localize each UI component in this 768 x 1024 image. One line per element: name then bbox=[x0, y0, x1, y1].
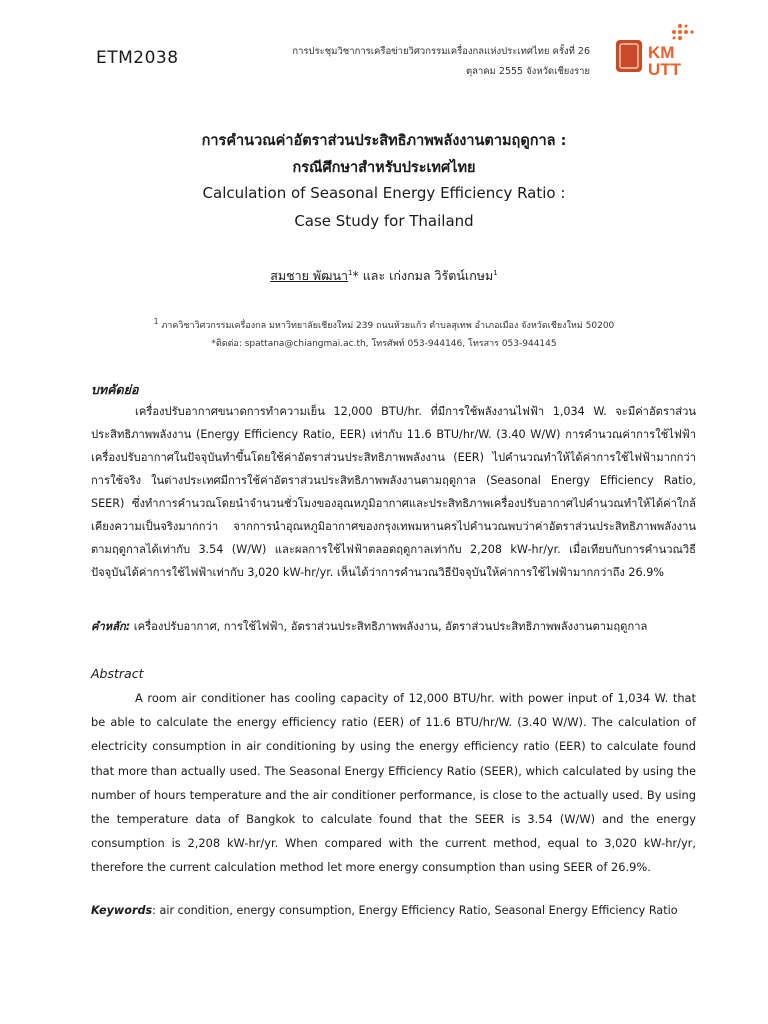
keywords-english bbox=[91, 904, 711, 917]
keywords-thai-text: เครื่องปรับอากาศ, การใช้ไฟฟ้า, อัตราส่วนประสิทธิภาพพลังงาน, อัตราส่วนประสิทธิภาพพลังงานตามฤดูกาล bbox=[130, 620, 648, 633]
keywords-thai-label: คำหลัก: bbox=[91, 620, 131, 633]
svg-text:KM: KM bbox=[648, 43, 675, 62]
abstract-thai-body bbox=[91, 400, 696, 584]
abstract-thai-heading: บทคัดย่อ bbox=[91, 382, 139, 397]
affiliation-text: ภาควิชาวิศวกรรมเครื่องกล มหาวิทยาลัยเชียงใหม่ 239 ถนนห้วยแก้ว ตำบลสุเทพ อำเภอเมือง จังหวัดเชียงใหม่ 50200 bbox=[158, 321, 615, 331]
abstract-thai-text: เครื่องปรับอากาศขนาดการทำความเย็น 12,000 BTU/hr. ที่มีการใช้พลังงานไฟฟ้า 1,034 W. จะมีค่าอัตราส่วนประสิทธิภาพพลังงาน (Energy Efficiency Ratio, EER) เท่ากับ 11.6 BTU/hr/W. (3.40 W/W) การคำนวณค่าการใช้ไฟฟ้าเครื่องปรับอากาศในปัจจุบันทำขึ้นโดยใช้ค่าอัตราส่วนประสิทธิภาพพลังงาน (EER) ไปคำนวณทำให้ได้ค่าการใช้ไฟฟ้ามากกว่าการใช้จริง ในต่างประเทศมีการใช้ค่าอัตราส่วนประสิทธิภาพพลังงานตามฤดูกาล (Seasonal Energy Efficiency Ratio, SEER) ซึ่งทำการคำนวณโดยนำจำนวนชั่วโมงของอุณหภูมิอากาศและประสิทธิภาพเครื่องปรับอากาศไปคำนวณทำให้ได้ค่าใกล้เคียงความเป็นจริงมากกว่า จากการนำอุณหภูมิอากาศของกรุงเทพมหานครไปคำนวณพบว่าค่าอัตราส่วนประสิทธิภาพพลังงานตามฤดูกาลได้เท่ากับ 3.54 (W/W) และผลการใช้ไฟฟ้าตลอดฤดูกาลเท่ากับ 2,208 kW-hr/yr. เมื่อเทียบกับการคำนวณวิธีปัจจุบันได้ค่าการใช้ไฟฟ้าเท่ากับ 3,020 kW-hr/yr. เห็นได้ว่าการคำนวณวิธีปัจจุบันให้ค่าการใช้ไฟฟ้ามากกว่าถึง 26.9% bbox=[91, 405, 696, 579]
author-1: สมชาย พัฒนา bbox=[270, 268, 349, 283]
contact-info: *ติดต่อ: spattana@chiangmai.ac.th, โทรศัพท์ 053-944146, โทรสาร 053-944145 bbox=[211, 339, 557, 349]
conference-info-line1: การประชุมวิชาการเครือข่ายวิศวกรรมเครื่องกลแห่งประเทศไทย ครั้งที่ 26 bbox=[292, 46, 590, 57]
abstract-english-heading: Abstract bbox=[91, 666, 144, 681]
keywords-thai bbox=[91, 617, 711, 635]
svg-text:UTT: UTT bbox=[648, 60, 682, 79]
abstract-english-body bbox=[91, 686, 696, 880]
author-2: เก่งกมล วิรัตน์เกษม bbox=[389, 268, 494, 283]
author-conjunction: และ bbox=[358, 268, 390, 283]
author-1-affil-mark: 1 bbox=[348, 268, 353, 277]
title-thai-line2: กรณีศึกษาสำหรับประเทศไทย bbox=[292, 160, 476, 176]
title-thai-line1: การคำนวณค่าอัตราส่วนประสิทธิภาพพลังงานตามฤดูกาล : bbox=[201, 133, 567, 149]
university-logo bbox=[610, 22, 706, 80]
title-english-line2: Case Study for Thailand bbox=[294, 212, 474, 230]
paper-code: ETM2038 bbox=[96, 48, 179, 68]
keywords-english-label: Keywords bbox=[91, 904, 153, 917]
keywords-english-text: : air condition, energy consumption, Energy Efficiency Ratio, Seasonal Energy Efficiency Ratio bbox=[152, 904, 678, 917]
title-english-line1: Calculation of Seasonal Energy Efficiency Ratio : bbox=[202, 184, 566, 202]
affiliation bbox=[0, 317, 768, 332]
conference-info-line2: ตุลาคม 2555 จังหวัดเชียงราย bbox=[465, 66, 590, 77]
author-2-affil-mark: 1 bbox=[493, 268, 498, 277]
affiliation-mark: 1 bbox=[153, 317, 159, 326]
authors bbox=[0, 266, 768, 286]
corresponding-mark: * bbox=[352, 268, 359, 283]
abstract-english-text: A room air conditioner has cooling capacity of 12,000 BTU/hr. with power input of 1,034 W. that be able to calculate the energy efficiency ratio (EER) of 11.6 BTU/hr/W. (3.40 W/W). The calculation of electricity consumption in air conditioning by using the energy efficiency ratio (EER) to calculate found that more than actually used. The Seasonal Energy Efficiency Ratio (SEER), which calculated by using the number of hours temperature and the air conditioner performance, is close to the actually used. By using the temperature data of Bangkok to calculate found that the SEER is 3.54 (W/W) and the energy consumption is 2,208 kW-hr/yr. When compared with the current method, equal to 3,020 kW-hr/yr, therefore the current calculation method let more energy consumption than using SEER of 26.9%. bbox=[91, 691, 696, 875]
